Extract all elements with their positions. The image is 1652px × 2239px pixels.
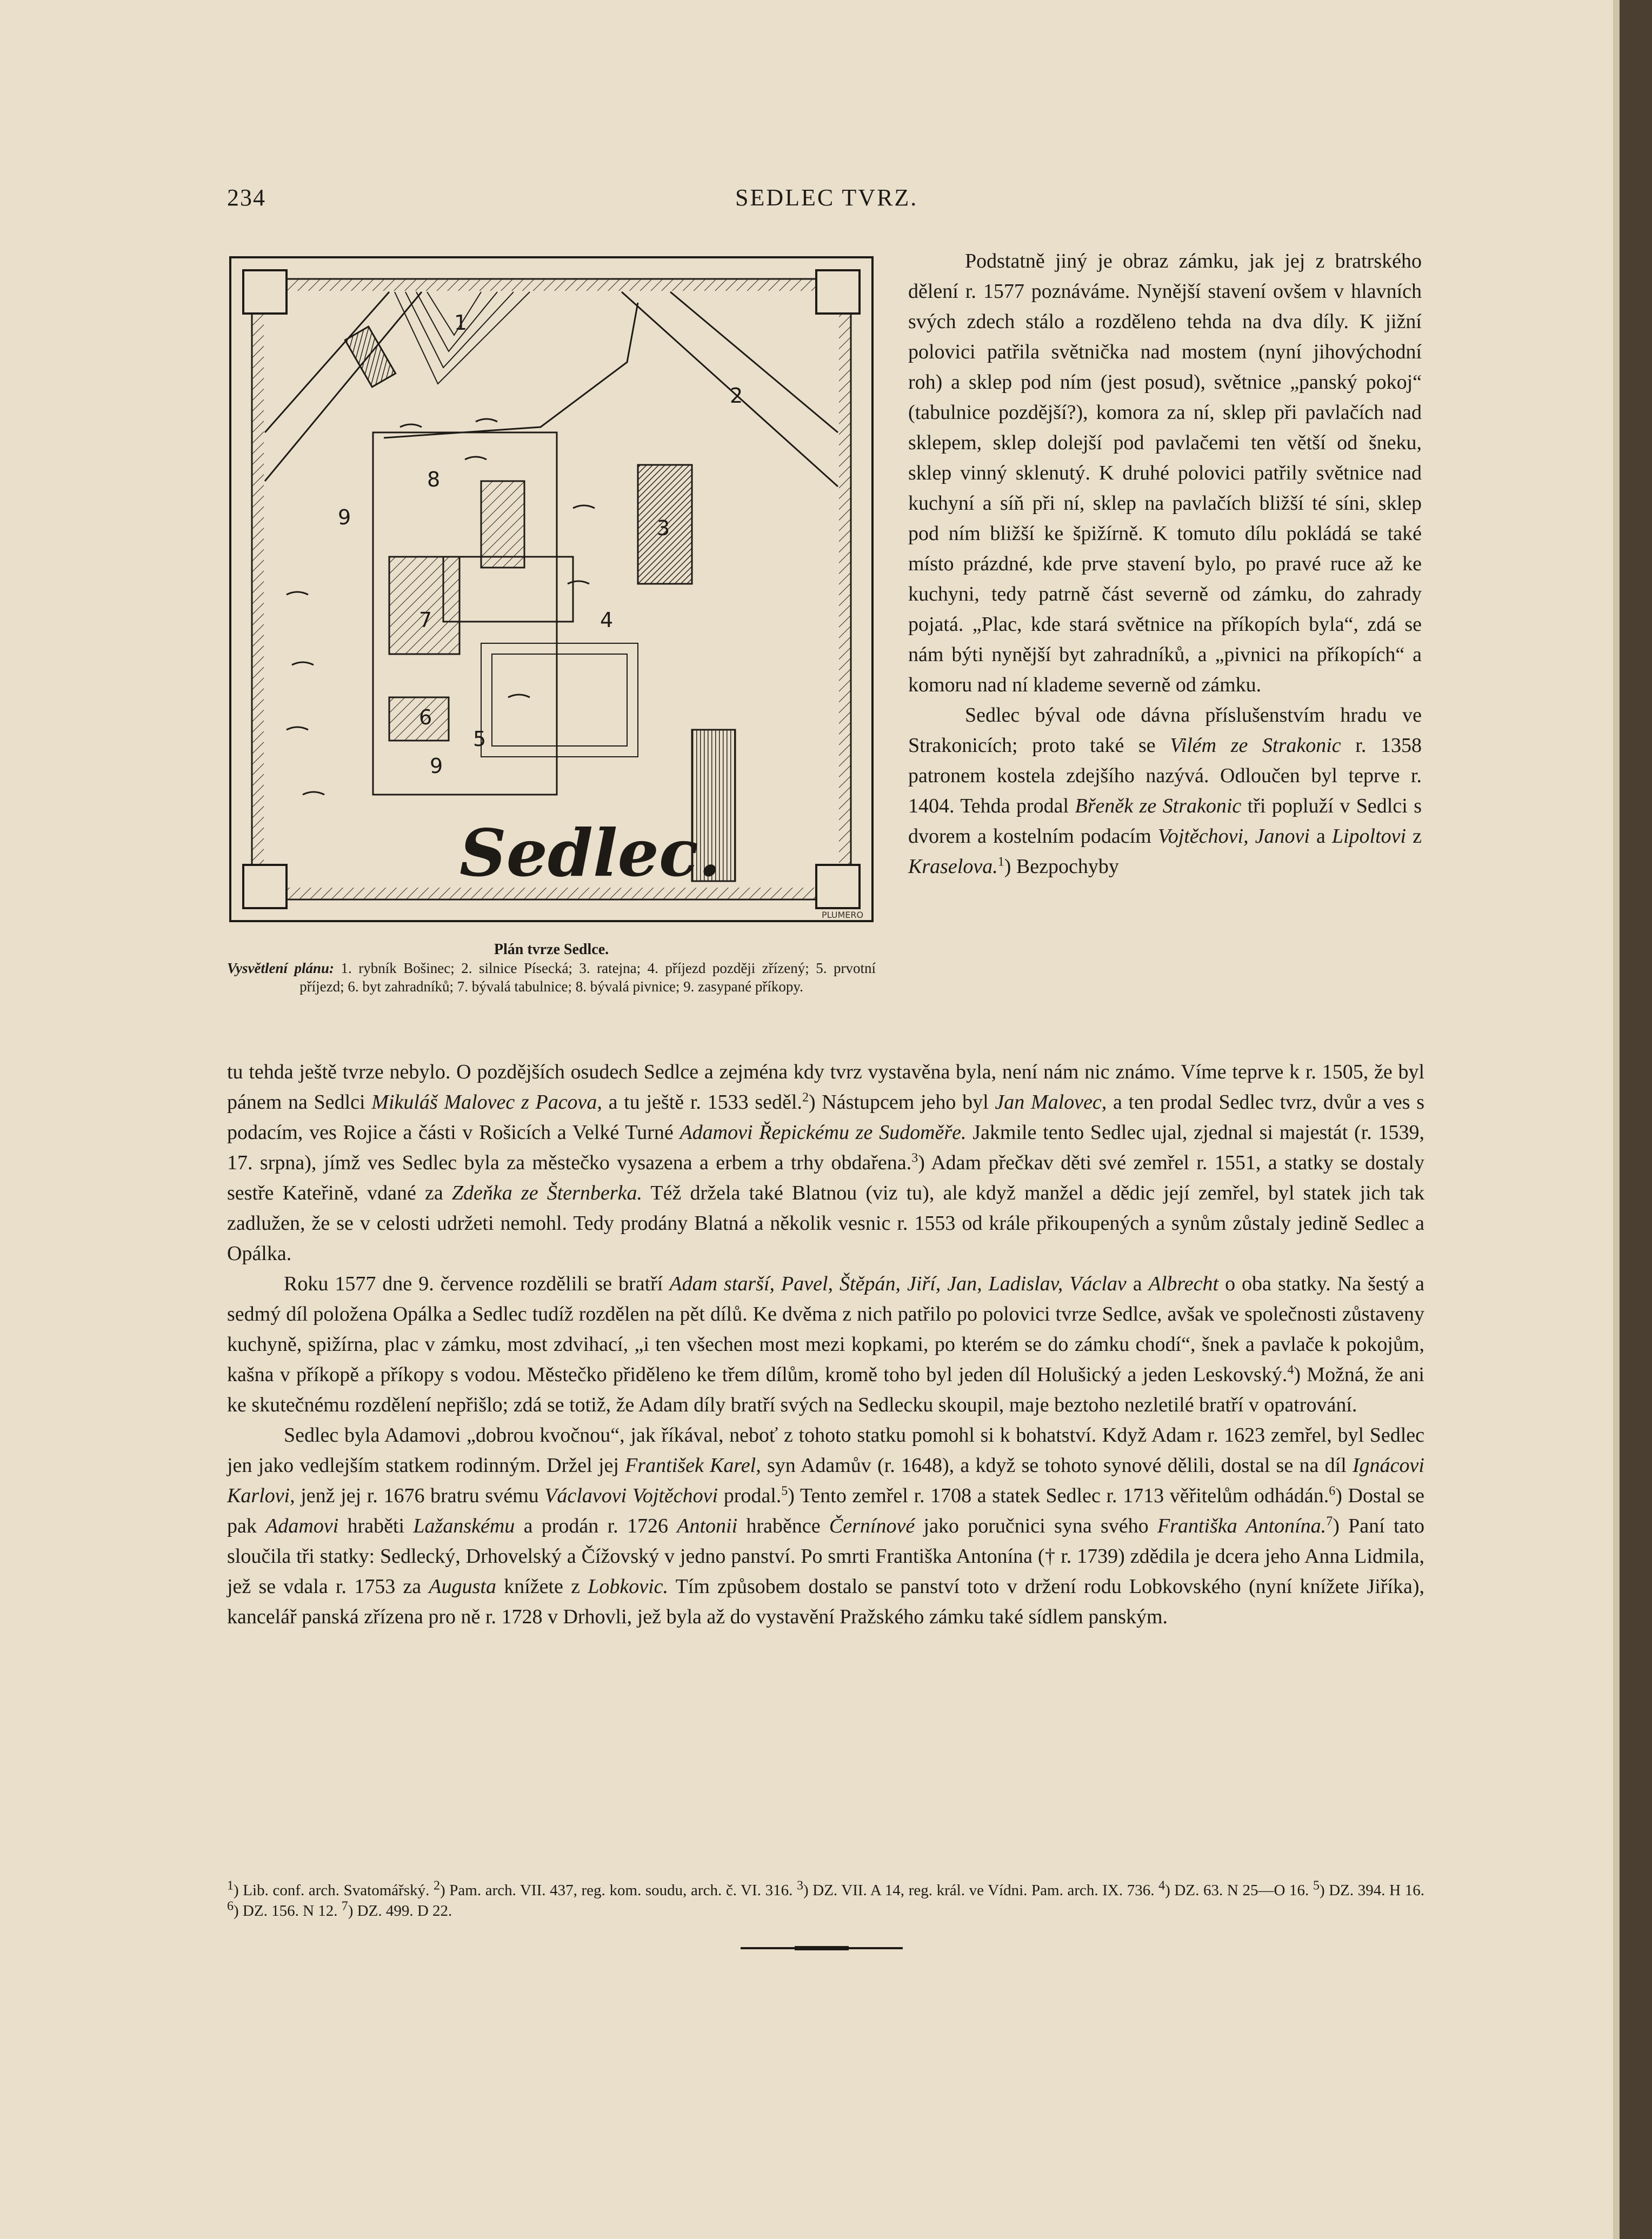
text-run: ) Nástupcem jeho byl	[808, 1091, 995, 1114]
text-run: a	[1309, 825, 1332, 848]
footnote-ref-7: 7	[1326, 1514, 1333, 1529]
plan-number-2: 2	[730, 384, 743, 408]
building-east	[481, 481, 524, 568]
paragraph-castle-division: Podstatně jiný je obraz zámku, jak jej z bratrského dělení r. 1577 poznáváme. Nynější stavení ovšem v hlavních svých zdech stálo a rozděleno tehda na dva díly. K jižní polovici patřila světnička nad mostem (nyní jihovýchodní roh) a sklep pod ním (jest posud), světnice „panský pokoj“ (tabulnice pozdější?), komora za ní, sklep při pavlačích nad sklepem, sklep dolejší pod pavlačemi ten větší od šneku, sklep vinný sklenutý. K druhé polovici patřily světnice nad kuchyní a síň při ní, sklep na pavlačích bližší té síni, sklep pod ním bližší ke špižírně. K tomuto dílu pokládá se také místo prázdné, kde prve stavení bylo, po pravé ruce až ke kuchyni, tedy patrně část severně od zámku, do zahrady pojatá. „Plac, kde stará světnice na příkopích byla“, zdá se nám býti nynější byt zahradníků, a „pivnici na příkopích“ a komoru nad ní klademe severně od zámku.	[908, 250, 1422, 696]
plan-number-8: 8	[427, 468, 441, 491]
plan-number-9-south: 9	[430, 754, 443, 778]
text-run: z	[1406, 825, 1422, 848]
person-name: Františka Antonína.	[1157, 1515, 1327, 1537]
footnote-text-3: ) DZ. VII. A 14, reg. král. ve Vídni. Pam. arch. IX. 736.	[803, 1882, 1155, 1899]
plan-number-7: 7	[419, 608, 432, 632]
caption-legend	[227, 959, 876, 996]
text-run: r. 1358 patronem kostela zdejšího nazývá. Odloučen byl teprve r. 1404. Tehda prodal	[908, 734, 1422, 817]
text-run: prodal.	[718, 1484, 782, 1507]
person-name: Lažanskému	[413, 1515, 515, 1537]
footnote-text-5: ) DZ. 394. H 16.	[1319, 1882, 1424, 1899]
text-run: hraběti	[338, 1515, 414, 1537]
paragraph-later-owners	[227, 1420, 1424, 1632]
pond-shore	[384, 303, 638, 438]
paragraph-1577-division	[227, 1269, 1424, 1420]
text-run: Tím způsobem dostalo se panství toto v držení rodu Lobkovského (nyní knížete Jiříka), kancelář panská zřízena pro ně r. 1728 v Drhovli, jež byla až do vystavění Pražského zámku také sídlem panským.	[227, 1575, 1424, 1628]
text-run: Též držela také Blatnou (viz tu), ale když manžel a dědic její zemřel, byl statek jich tak zadlužen, že se v celosti udržeti nemohl. Tedy prodány Blatná a několik vesnic r. 1553 od krále přikoupených a synům zůstaly jedině Sedlec a Opálka.	[227, 1182, 1425, 1265]
person-name: Zdeňka ze Šternberka.	[451, 1182, 642, 1204]
caption-lead: Vysvětlení plánu:	[227, 960, 334, 976]
person-name: Jan Malovec,	[995, 1091, 1107, 1114]
running-head: SEDLEC TVRZ.	[735, 184, 918, 211]
plan-number-4: 4	[600, 608, 614, 632]
road-line-2	[265, 292, 422, 481]
corner-block-br	[816, 865, 860, 908]
pond-contours	[395, 292, 530, 384]
text-run: Sedlec býval ode dávna příslušenstvím hradu ve Strakonicích; proto také se	[908, 704, 1422, 757]
footnote-number-1: 1	[227, 1878, 234, 1893]
text-run: syn Adamův (r. 1648), a když se tohoto synové dělili, dostal se na díl	[761, 1454, 1353, 1477]
plan-frame-inner	[252, 279, 851, 899]
page-number: 234	[227, 184, 266, 211]
footnote-number-2: 2	[433, 1878, 440, 1893]
plan-frame-hatch-top	[252, 279, 851, 291]
plan-frame-hatch-right	[839, 279, 851, 899]
text-run: ) Možná, že ani ke skutečnému rozdělení nepřišlo; zdá se totiž, že Adam díly bratří svých na Sedlecku skoupil, maje beztoho nezletilé bratří v opatrování.	[227, 1363, 1424, 1416]
caption-title: Plán tvrze Sedlce.	[494, 941, 609, 958]
plan-wordmark: Sedlec.	[459, 815, 721, 891]
text-run: a tu ještě r. 1533 seděl.	[602, 1091, 802, 1114]
text-run: jenž jej r. 1676 bratru svému	[295, 1484, 545, 1507]
person-name: Albrecht	[1148, 1272, 1219, 1295]
page-header	[227, 184, 1427, 222]
person-name: Lipoltovi	[1331, 825, 1407, 848]
text-run: Jakmile tento Sedlec ujal, zjednal si majestát (r. 1539, 17. srpna), jímž ves Sedlec byla za městečko vysazena a erbem a trhy obdařena.	[227, 1121, 1425, 1174]
text-run: ) Paní tato sloučila tři statky: Sedlecký, Drhovelský a Čížovský v jedno panství. Po smrti Františka Antonína († r. 1739) zdědila je dcera jeho Anna Lidmila, jež se vdala r. 1753 za	[227, 1515, 1424, 1598]
right-column	[908, 246, 1422, 882]
engraver-credit: PLUMERO	[822, 910, 864, 920]
footnote-number-7: 7	[341, 1899, 348, 1914]
person-name: Adamovi	[265, 1515, 339, 1537]
text-run: tu tehda ještě tvrze nebylo. O pozdějších osudech Sedlce a zejména kdy tvrz vystavěna byla, není nám nic známo. Víme teprve k r. 1505, že byl pánem na Sedlci	[227, 1061, 1424, 1114]
person-name: František Karel,	[625, 1454, 761, 1477]
person-name: Lobkovic.	[588, 1575, 669, 1598]
page-edge-light	[1613, 0, 1620, 2239]
footnote-ref-1: 1	[997, 855, 1004, 869]
castle-plan-engraving	[227, 254, 876, 924]
person-name: Černínové	[829, 1515, 915, 1537]
footnote-ref-5: 5	[781, 1484, 788, 1498]
text-run: tři popluží v Sedlci s dvorem a kostelním podacím	[908, 795, 1422, 848]
footnote-text-6: ) DZ. 156. N 12.	[234, 1902, 338, 1920]
text-run: a	[1126, 1272, 1149, 1295]
corner-block-bl	[243, 865, 287, 908]
footnote-number-4: 4	[1158, 1878, 1165, 1893]
plan-number-1: 1	[454, 311, 468, 335]
plan-number-5: 5	[473, 727, 487, 751]
text-run: ) Bezpochyby	[1004, 855, 1119, 878]
small-block	[345, 326, 395, 387]
text-run: jako poručnici syna svého	[915, 1515, 1157, 1537]
plan-number-6: 6	[419, 705, 432, 729]
text-run: ) Adam přečkav děti své zemřel r. 1551, a statky se dostaly sestře Kateřině, vdané za	[227, 1151, 1424, 1204]
footnote-text-7: ) DZ. 499. D 22.	[348, 1902, 452, 1920]
corner-block-tr	[816, 270, 860, 314]
text-run: hraběnce	[737, 1515, 829, 1537]
footnote-number-6: 6	[227, 1899, 234, 1914]
footnote-ref-4: 4	[1287, 1363, 1294, 1377]
end-rule-center	[795, 1946, 849, 1950]
plan-number-9-west: 9	[338, 505, 351, 529]
footnote-number-5: 5	[1313, 1878, 1320, 1893]
footnote-ref-2: 2	[802, 1090, 809, 1105]
plan-caption	[227, 941, 876, 996]
text-run: Sedlec byla Adamovi „dobrou kvočnou“, jak říkával, neboť z tohoto statku pomohl si k bohatství. Když Adam r. 1623 zemřel, byl Sedlec jen jako vedlejším statkem rodinným. Držel jej	[227, 1424, 1424, 1477]
person-names: Adam starší, Pavel, Štěpán, Jiří, Jan, Ladislav, Václav	[669, 1272, 1127, 1295]
text-run: o oba statky. Na šestý a sedmý díl položena Opálka a Sedlec tudíž rozdělen na pět dílů. Ke dvěma z nich patřilo po polovici tvrze Sedlce, avšak ve společnosti zůstaveny kuchyně, spižírna, plac v zámku, most zdvihací, „i ten všechen most mezi kopkami, po kterém se do zámku chodí“, šnek a pavlače k pokojům, kašna v příkopě a příkopy s vodou. Městečko přiděleno ke třem dílům, kromě toho byl jeden díl Holušický a jeden Leskovský.	[227, 1272, 1425, 1386]
footnotes	[227, 1880, 1424, 1921]
person-name: Václavovi Vojtěchovi	[544, 1484, 718, 1507]
page-edge-dark	[1620, 0, 1652, 2239]
person-name: Vojtěchovi, Janovi	[1157, 825, 1310, 848]
person-name: Mikuláš Malovec z Pacova,	[371, 1091, 602, 1114]
paragraph-sedlec-history	[908, 700, 1422, 882]
place-name: Kraselova.	[908, 855, 998, 878]
person-name: Ignácovi Karlovi,	[227, 1454, 1424, 1507]
text-run: knížete z	[496, 1575, 588, 1598]
corner-block-tl	[243, 270, 287, 314]
text-run: ) Dostal se pak	[227, 1484, 1425, 1537]
footnote-text-1: ) Lib. conf. arch. Svatomářský.	[234, 1882, 430, 1899]
main-text	[227, 1057, 1424, 1632]
footnote-text-2: ) Pam. arch. VII. 437, reg. kom. soudu, arch. č. VI. 316.	[439, 1882, 793, 1899]
caption-legend-text: 1. rybník Bošinec; 2. silnice Písecká; 3. ratejna; 4. příjezd později zřízený; 5. prvotní příjezd; 6. byt zahradníků; 7. bývalá tabulnice; 8. bývalá pivnice; 9. zasypané příkopy.	[299, 960, 876, 995]
footnote-ref-6: 6	[1329, 1484, 1336, 1498]
text-run: Roku 1577 dne 9. července rozdělili se bratří	[284, 1272, 670, 1295]
text-run: ) Tento zemřel r. 1708 a statek Sedlec r. 1713 věřitelům odhádán.	[788, 1484, 1329, 1507]
building-7	[389, 557, 459, 654]
footnote-ref-3: 3	[911, 1151, 918, 1165]
entrance-path	[481, 643, 638, 757]
person-name: Augusta	[429, 1575, 496, 1598]
footnote-number-3: 3	[796, 1878, 803, 1893]
person-name: Vilém ze Strakonic	[1170, 734, 1341, 757]
text-run: a ten prodal Sedlec tvrz, dvůr a ves s podacím, ves Rojice a části v Rošicích a Velké Turné	[227, 1091, 1424, 1144]
footnote-text-4: ) DZ. 63. N 25—O 16.	[1165, 1882, 1309, 1899]
paragraph-continuation	[227, 1057, 1424, 1269]
plan-number-3: 3	[657, 516, 670, 540]
person-name: Adamovi Řepickému ze Sudoměře.	[680, 1121, 967, 1144]
person-name: Antonii	[677, 1515, 738, 1537]
person-name: Břeněk ze Strakonic	[1075, 795, 1242, 817]
plan-figure	[227, 254, 876, 924]
text-run: a prodán r. 1726	[515, 1515, 677, 1537]
plan-frame-hatch-left	[252, 279, 264, 899]
